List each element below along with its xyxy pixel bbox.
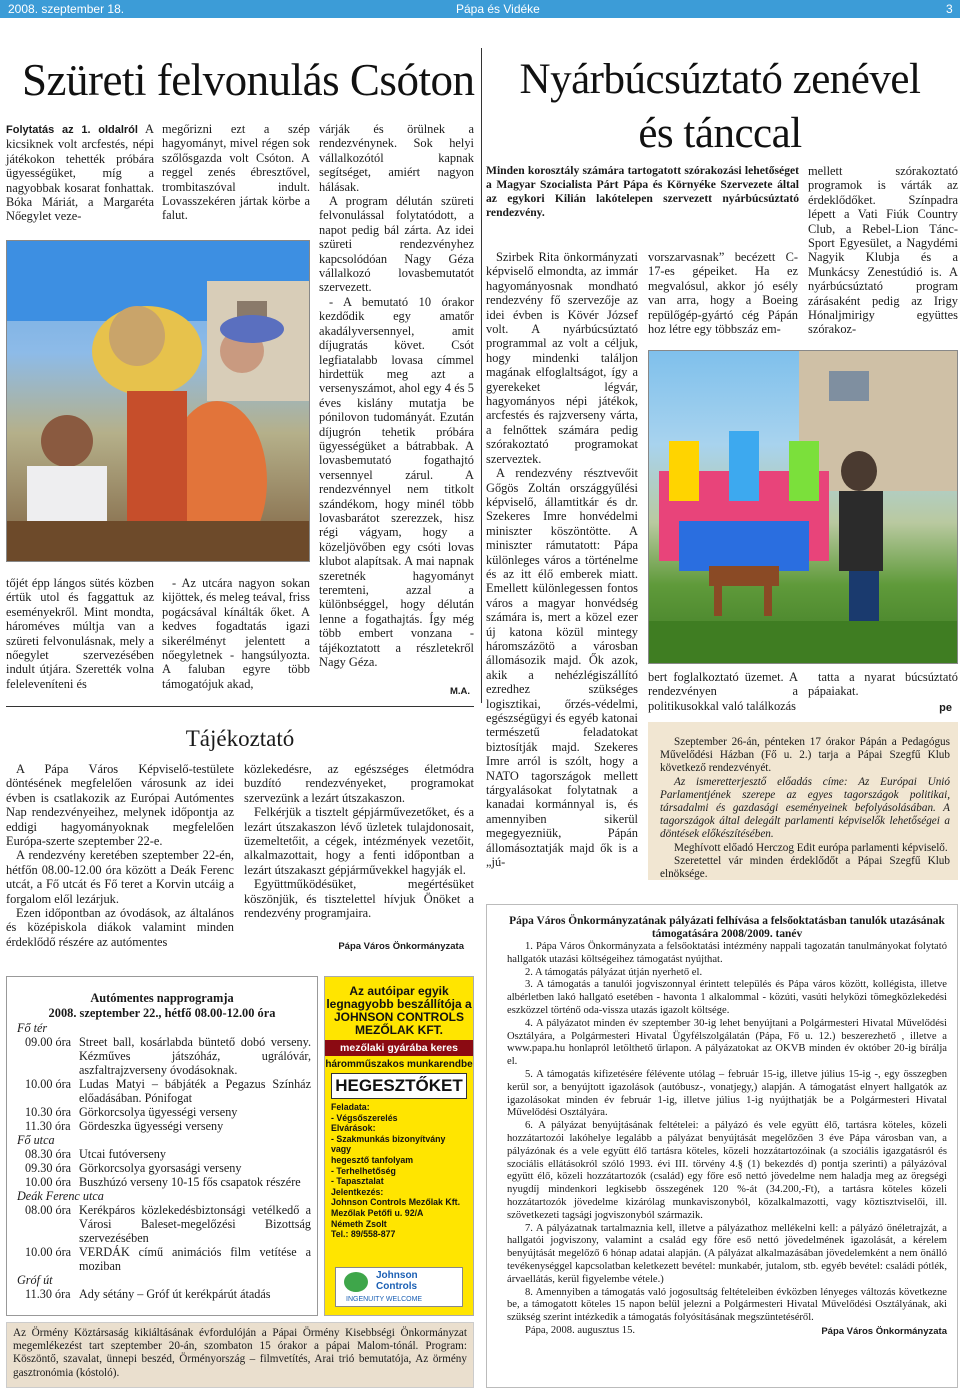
schedule-place: Deák Ferenc utca (17, 1189, 104, 1203)
section-divider (6, 706, 474, 707)
schedule-item: 10.00 óra Ludas Matyi – bábjáték a Pegazus Színház előadásában. Pónifogat (25, 1077, 311, 1105)
logo-mark-icon (344, 1272, 368, 1292)
scholarship-footer (507, 1325, 947, 1339)
right-article-col1: Szirbek Rita önkormányzati képviselő elmondta, az immár hagyományosnak mondható rendezvény fő szervezője az idei évben is Kövér József volt. A nyárbúcsúztató programmal az volt a céljuk, hogy mindenki találjon magának elfoglaltságot, így a gyerekeket légvár, hagyományos népi játékok, arcfestés és rajzverseny várta, a felnőttek számára pedig szórakoztató programokat szerveztek. A rendezvény résztvevőit Gőgös Zoltán országgyűlési képviselő, államtitkár és dr. Szekeres Imre honvédelmi miniszter köszöntötte. A miniszter rámutatott: Pápa különleges város a történelme és az itt élő emberek miatt. Emellett különlegessen fontos város a magyar honvédség számára is, mert a közel ezer új katona közül mintegy háromszázötö a városban állomásozik majd. Ők azok, akik a nehézlégiszállító ezredhez szükséges logisztikai, őrzés-védelmi, egészségügyi és egyéb katonai természetű feladatokat biztosítják majd. Szekeres Imre arról is szólt, hogy a NATO tagországok mellett tárgyalásokat folytatnak a kanadai kormánnyal is, és amennyiben sikerül megegyezniük, Pápán állomásoztatják majd ők is a „jú- (486, 250, 638, 870)
schedule-box (6, 976, 318, 1316)
scholarship-body: 1. Pápa Város Önkormányzata a felsőoktatási intézmény nappali tagozatán tanulmányokat folytató hallgatók utazási költségeihez támogatást nyújthat. 2. A támogatás pályázat útján nyerhető el. 3. A támogatás a tanulói jogviszonnyal érintett település és Pápa város között, kollégista, illetve albérletben lakó hallgató esetében - havonta 1 alkalommal - közúti, vasúti helyközi tömegközlekedési eszközzel történő oda-vissza utazás igazolt költsége. 4. A pályázatot minden év szeptember 30-ig lehet benyújtani a Polgármesteri Hivatal Művelődési Osztályára, a Polgármesteri Hivatal Ügyfélszolgálatán (Pápa, Fő u. 12.) beszerezhető , illetve a www.papa.hu honlapról letölthető űrlapon. A pályázatokat az OKVB minden év október 20-ig bírálja el. 5. A támogatás kifizetésére félévente utólag – február 15-ig, illetve július 15-ig -, egy összegben kerül sor, a benyújtott igazolások (autóbusz-, vonatjegy,) alapján. A támogatást elnyert hallgatók az igazolásokat minden év február 1-ig, illetve július 1-ig nyújthatják be a Polgármesteri Hivatal Művelődési Osztályára. 6. A pályázat benyújtásának feltételei: a pályázó és vele együtt élő, tartásra köteles, közeli hozzátartozói lakóhelye legalább a pályázat benyújtását megelőzően 3 éve Pápa városban van, a pályázónak és a vele együtt élő tartásra köteles, közeli hozzátartozóinak (a szociális igazgatásról és szociális ellátásokról szóló 1993. évi III. törvény 4.§ (1) bekezdés d) pontja szerinti) a pályázóval együtt élő, közeli hozzátartozók (család) egy főre eső nettó jövedelme nem haladja meg az öregségi nyugdíj mindenkori legkisebb összegének 120 %-át (34.200,-Ft), a tartásra köteles közeli hozzátartozók jövedelme kizárólag munkaviszonyból, közalkalmazotti, vagy köztisztviselői, ill. szövetkezeti tagsági jogviszonyból származik. 7. A pályázatnak tartalmaznia kell, illetve a pályázathoz mellékelni kell: a pályázó önéletrajzát, a hallgatói jogviszony, valamint a család egy főre eső nettó jövedelmének igazolását, a kérelem benyújtását megelőző 6 hónap adatai alapján. (A pályázat alkalmazásában jövedelemként a nem önálló tevékenységgel kapcsolatban keletkezett bevétel: munkabér, jutalom, stb. egyéb bevétel: családi pótlék, árvaellátás, kerül figyelembe vétele.) 8. Amennyiben a támogatás való jogosultság feltételeiben évközben lényeges változás következne be, a támogatott köteles 15 napon belül jelezni a Polgármesteri Hivatal Művelődési Osztályának, aki szükség szerint intézkedik a támogatás folyósításának megszüntetéséről. (507, 941, 947, 1324)
ad-headline: Az autóipar egyik legnagyobb beszállítója a JOHNSON CONTROLS MEZŐLAK KFT. (326, 984, 472, 1037)
harvest-parade-photo (6, 240, 310, 562)
schedule-place: Gróf út (17, 1273, 53, 1287)
schedule-item: 11.30 óra Gördeszka ügyességi verseny (25, 1119, 224, 1133)
right-article-signature: pe (939, 702, 952, 714)
left-article-col1-top (6, 122, 154, 224)
inflatable-castle-photo (648, 350, 958, 664)
header-bar (0, 0, 960, 18)
info-article-signature: Pápa Város Önkormányzata (338, 941, 464, 952)
continued-from-label: Folytatás az 1. oldalról (6, 124, 138, 136)
left-article-col3: várják és örülnek a rendezvénynek. Sok helyi vállalkozótól kapnak segítséget, amiért nagyon hálásak. A program délután szüreti felvonulással folytatódott, a napot pedig bál zárta. Az idei szüreti rendezvényhez kapcsolódóan Nagy Géza vállalkozó lovasbemutatót szervezett. - A bemutató 10 órakor kezdődik egy amatőr akadályversennyel, amit díjugratás követ. Csót legfiatalabb lovasa címmel hirdettük meg azt a versenyszámot, ahol egy 4 és 5 éves kislány mutatja be pónilovon tudományát. Ezután díjugrón tehetik próbára ügyességüket a bátrabbak. A lovasbemutató fogathajtó versennyel zárul. A rendezvénnyel nem titkolt szándékom, hogy minél több lovasbarátot szerezzek, hisz régi vágyam, hogy a közeljövőben egy csóti lovas klubot alapítsak. A mai napnak szeretnék hagyományt teremteni, azzal a különbséggel, hogy délután lenne a fogathajtás. Így még több embert vonzana - tájékoztatott a részletekről Nagy Géza. (319, 122, 474, 670)
right-article-lead: Minden korosztály számára tartogatott szórakozási lehetőséget a Magyar Szocialista Párt Pápa és Környéke Szervezete által az egykori Kilián lakótelepen szervezett nyárbúcsúztató rendezvény. (486, 164, 799, 219)
scholarship-signature: Pápa Város Önkormányzata (821, 1325, 947, 1337)
header-date: 2008. szeptember 18. (8, 2, 125, 16)
schedule-list (7, 1021, 317, 1301)
right-article-title-line2: és tánccal (638, 110, 802, 157)
schedule-title: Autómentes napprogramja (90, 991, 234, 1005)
harvest-parade-illustration (7, 241, 310, 562)
schedule-place: Fő tér (17, 1021, 48, 1035)
schedule-item: 10.00 óra Buszhúzó verseny 10-15 fős csapatok részére (25, 1175, 301, 1189)
left-article-text: A kicsiknek volt arcfestés, népi játékokon tehették próbára ügyességüket, míg a nagyobbak kosarat fonhattak. Bóka Máriát, a Margaréta Nőegylet veze- (6, 122, 154, 224)
info-article-col1: A Pápa Város Képviselő-testülete döntésének megfelelően városunk az idei évben is csatlakozik az Európai Autómentes Nap rendezvényeihez, melynek időpontja az eddigi hagyományoknak megfelelően Európa-szerte szeptember 22-e. A rendezvény keretében szeptember 22-én, hétfőn 08.00-12.00 óra között a Deák Ferenc utcát, a Fő utcát és Fő teret a Korvin utcáig a forgalom elől lezárjuk. Ezen időpontban az óvodások, az általános és középiskola diákok valamint minden érdeklődő részére az autómentes (6, 762, 234, 949)
ad-factory-banner: mezőlaki gyárába keres (325, 1040, 473, 1056)
job-advertisement (324, 976, 474, 1316)
armenian-notice: Az Örmény Köztársaság kikiáltásának évfordulóján a Pápai Örmény Kisebbségi Önkormányzat megemlékezést tart szeptember 20-án, szombaton 15 órakor a pápai Malom-tónál. Program: Köszöntő, szavalat, ünnepi beszéd, Örményország – filmvetítés, Arai trió bemutatója, Az örmény gasztronómia (kóstoló). (6, 1322, 474, 1388)
inflatable-castle-illustration (649, 351, 958, 664)
right-article-title-line1: Nyárbúcsúztató zenével (519, 56, 921, 103)
schedule-item: 10.00 óra VERDÁK című animációs film vetítése a moziban (25, 1245, 311, 1273)
schedule-item: 08.00 óra Kerékpáros közlekedésbiztonsági vetélkedő a Városi Baleset-megelőzési Bizottság szervezésében (25, 1203, 311, 1245)
column-divider (481, 48, 482, 703)
schedule-subtitle: 2008. szeptember 22., hétfő 08.00-12.00 óra (48, 1006, 276, 1020)
schedule-item: 08.30 óra Utcai futóverseny (25, 1147, 166, 1161)
schedule-item: 10.30 óra Görkorcsolya ügyességi verseny (25, 1105, 238, 1119)
scholarship-call-box (486, 904, 958, 1388)
left-article-col2-bottom: - Az utcára nagyon sokan kijöttek, és meleg teával, friss pogácsával kínálták őket. A kedves fogadtatás igazi sikerélményt jelentett a nőegyletnek - hangsúlyozta. A faluban egyre több támogatójuk akad, (162, 576, 310, 691)
right-article-col2-bottom: bert foglalkoztató üzemet. A rendezvényen a politikusokkal való találkozás (648, 670, 798, 713)
right-article-col3-bottom: tatta a nyarat búcsúztató pápaiakat. (808, 670, 958, 699)
left-article-signature: M.A. (449, 686, 470, 697)
schedule-item: 09.30 óra Görkorcsolya gyorsasági verseny (25, 1161, 242, 1175)
szegfu-club-box: Szeptember 26-án, pénteken 17 órakor Pápán a Pedagógus Művelődési Házban (Fő u. 2.) tarja a Pápai Szegfű Klub következő rendezvényét. Az ismeretterjesztő előadás címe: Az Európai Unió Parlamentjének szerepe az egyes tagországok politikai, társadalmi és gazdasági eseményeinek befolyásolásában. A tagországok által delegált parlamenti képviselők lehetőségei a döntések előkészítésében. Meghívott előadó Herczog Edit európa parlamenti képviselő. Szeretettel vár minden érdeklődőt a Pápai Szegfű Klub elnöksége. (648, 722, 958, 880)
ad-details: Feladata: - Végsőszerelés Elvárások: - Szakmunkás bizonyítvány vagy hegesztő tanfolyam - Terhelhetőség - Tapasztalat Jelentkezés: Johnson Controls Mezőlak Kft. Mezőlak Petőfi u. 92/A Németh Zsolt Tel.: 89/558-877 (331, 1102, 461, 1240)
schedule-item: 09.00 óra Street ball, kosárlabda büntető dobó verseny. Kézműves játszóház, ugrálóvár, aszfaltrajzverseny óvodásoknak. (25, 1035, 311, 1077)
left-article-title: Szüreti felvonulás Csóton (22, 55, 475, 105)
left-article-col1-bottom: tőjét épp lángos sütés közben értük utol és faggattuk az eseményekről. Mint mondta, hároméves múltja van a szüreti felvonulásnak, mely a nőegylet szervezésében indult útjára. Szerették volna feleleveníteni és (6, 576, 154, 691)
schedule-item: 11.30 óra Ady sétány – Gróf út kerékpárút átadás (25, 1287, 271, 1301)
johnson-controls-logo: Johnson Controls INGENUITY WELCOME (335, 1267, 463, 1307)
right-article-col3: mellett szórakoztató programok is várták az érdeklődőket. Színpadra lépett a Vati Fiúk Country Club, a Rebel-Lion Tánc-Sport Egyesület, a Nagydémi Nagyik Klubja és a Munkácsy Zenestúdió is. A nyárbúcsúztató program zárásaként pedig az Irigy Hónaljmirigy együttes szórakoz- (808, 164, 958, 337)
scholarship-date: Pápa, 2008. augusztus 15. (525, 1324, 636, 1336)
header-page-number: 3 (946, 2, 953, 16)
ad-hiring: háromműszakos munkarendbe (325, 1059, 473, 1070)
ad-job-title: HEGESZTŐKET (331, 1073, 467, 1099)
scholarship-title: Pápa Város Önkormányzatának pályázati felhívása a felsőoktatásban tanulók utazásának támogatására 2008/2009. tanév (509, 915, 945, 940)
right-article-col2: vorszarvasnak” becézett C-17-es gépeiket. Ha ez megvalósul, akkor jó esély van arra, hogy a Boeing repülőgép-gyártó cég Pápán hoz létre egy többszáz em- (648, 250, 798, 337)
info-article-col2: közlekedésre, az egészséges életmódra buzdító rendezvényeket, programokat szervezünk a lezárt útszakaszon. Felkérjük a tisztelt gépjárművezetőket, és a lezárt útszakaszon lévő üzletek tulajdonosait, üzemeltetőit, a cégek, intézmények vezetőit, alkalmazottait, hogy a fenti időpontban a lezárt útszakaszt gépjárművekkel hagyják el. Együttműködésüket, megértésüket köszönjük, és tisztelettel hívjuk Önöket a rendezvény programjaira. (244, 762, 474, 921)
left-article-col2-top: megőrizni ezt a szép hagyományt, mivel régen sok szőlősgazda volt Csóton. A reggel zenés ébresztővel, trombitaszóval indult. Lovasszekéren jártak körbe a falut. (162, 122, 310, 223)
schedule-place: Fő utca (17, 1133, 55, 1147)
header-paper-name: Pápa és Vidéke (456, 2, 540, 16)
info-article-title: Tájékoztató (185, 726, 295, 751)
